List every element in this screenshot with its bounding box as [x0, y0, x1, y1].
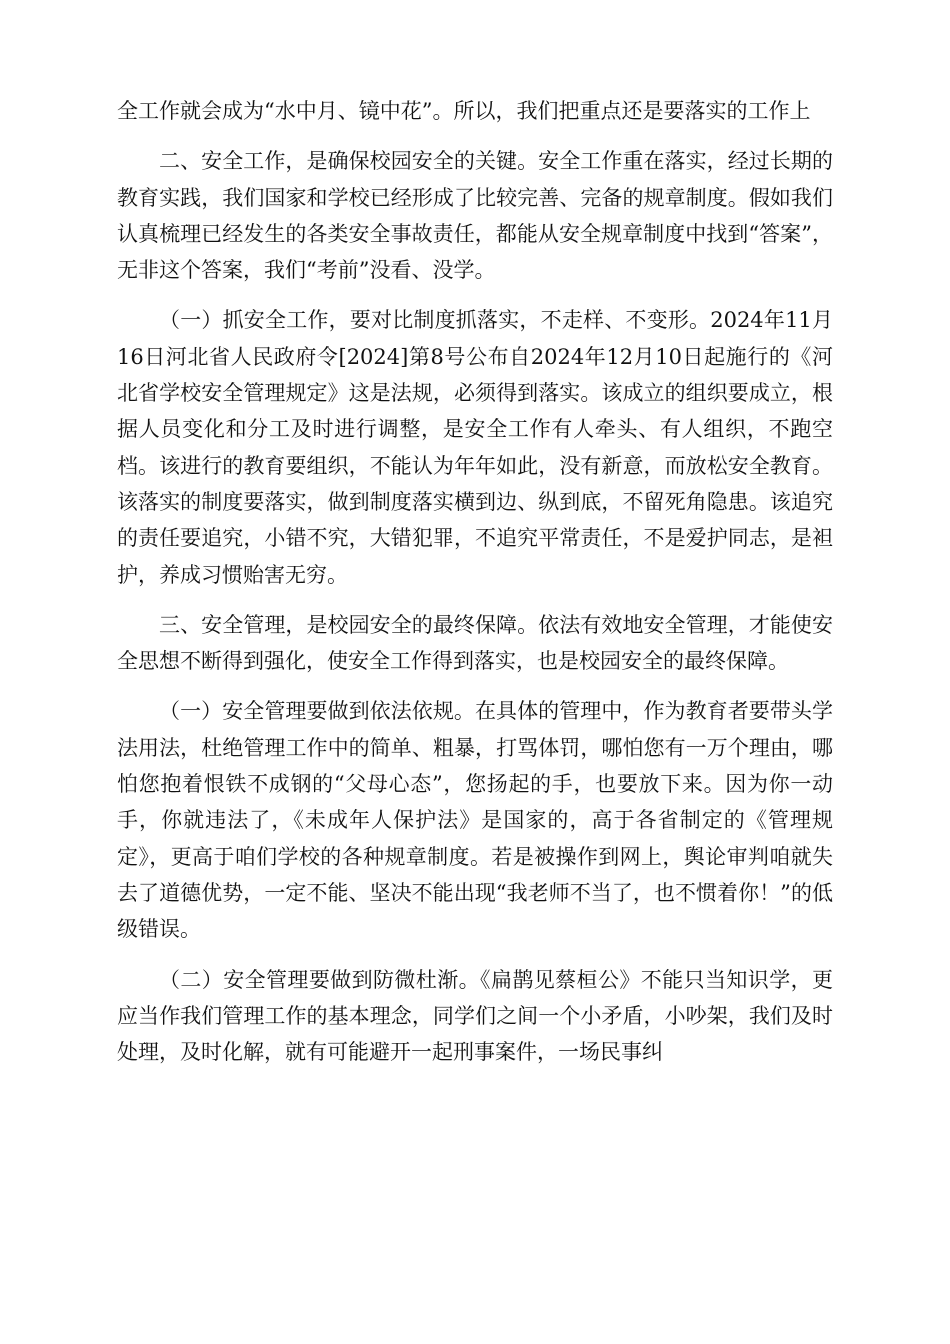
paragraph-section-two-item-one: （一）抓安全工作，要对比制度抓落实，不走样、不变形。2024年11月16日河北省人民政府令[2024]第8号公布自2024年12月10日起施行的《河北省学校安全管理规定》这是法规，必须得到落实。该成立的组织要成立，根据人员变化和分工及时进行调整，是安全工作有人牵头、有人组织，不跑空档。该进行的教育要组织，不能认为年年如此，没有新意，而放松安全教育。该落实的制度要落实，做到制度落实横到边、纵到底，不留死角隐患。该追究的责任要追究，小错不究，大错犯罪，不追究平常责任，不是爱护同志，是袒护，养成习惯贻害无穷。: [117, 308, 833, 587]
document-body: [117, 93, 833, 1084]
paragraph-section-three-item-one: （一）安全管理要做到依法依规。在具体的管理中，作为教育者要带头学法用法，杜绝管理工作中的简单、粗暴，打骂体罚，哪怕您有一万个理由，哪怕您抱着恨铁不成钢的“父母心态”，您扬起的手，也要放下来。因为你一动手，你就违法了，《未成年人保护法》是国家的，高于各省制定的《管理规定》，更高于咱们学校的各种规章制度。若是被操作到网上，舆论审判咱就失去了道德优势，一定不能、坚决不能出现“我老师不当了，也不惯着你！”的低级错误。: [117, 699, 833, 942]
paragraph-section-three: 三、安全管理，是校园安全的最终保障。依法有效地安全管理，才能使安全思想不断得到强化，使安全工作得到落实，也是校园安全的最终保障。: [117, 612, 833, 674]
paragraph-section-two: 二、安全工作，是确保校园安全的关键。安全工作重在落实，经过长期的教育实践，我们国家和学校已经形成了比较完善、完备的规章制度。假如我们认真梳理已经发生的各类安全事故责任，都能从安全规章制度中找到“答案”，无非这个答案，我们“考前”没看、没学。: [117, 149, 833, 283]
paragraph-continuation: 全工作就会成为“水中月、镜中花”。所以，我们把重点还是要落实的工作上: [117, 99, 811, 123]
paragraph-section-three-item-two: （二）安全管理要做到防微杜渐。《扁鹊见蔡桓公》不能只当知识学，更应当作我们管理工作的基本理念，同学们之间一个小矛盾，小吵架，我们及时处理，及时化解，就有可能避开一起刑事案件，一场民事纠: [117, 967, 833, 1065]
